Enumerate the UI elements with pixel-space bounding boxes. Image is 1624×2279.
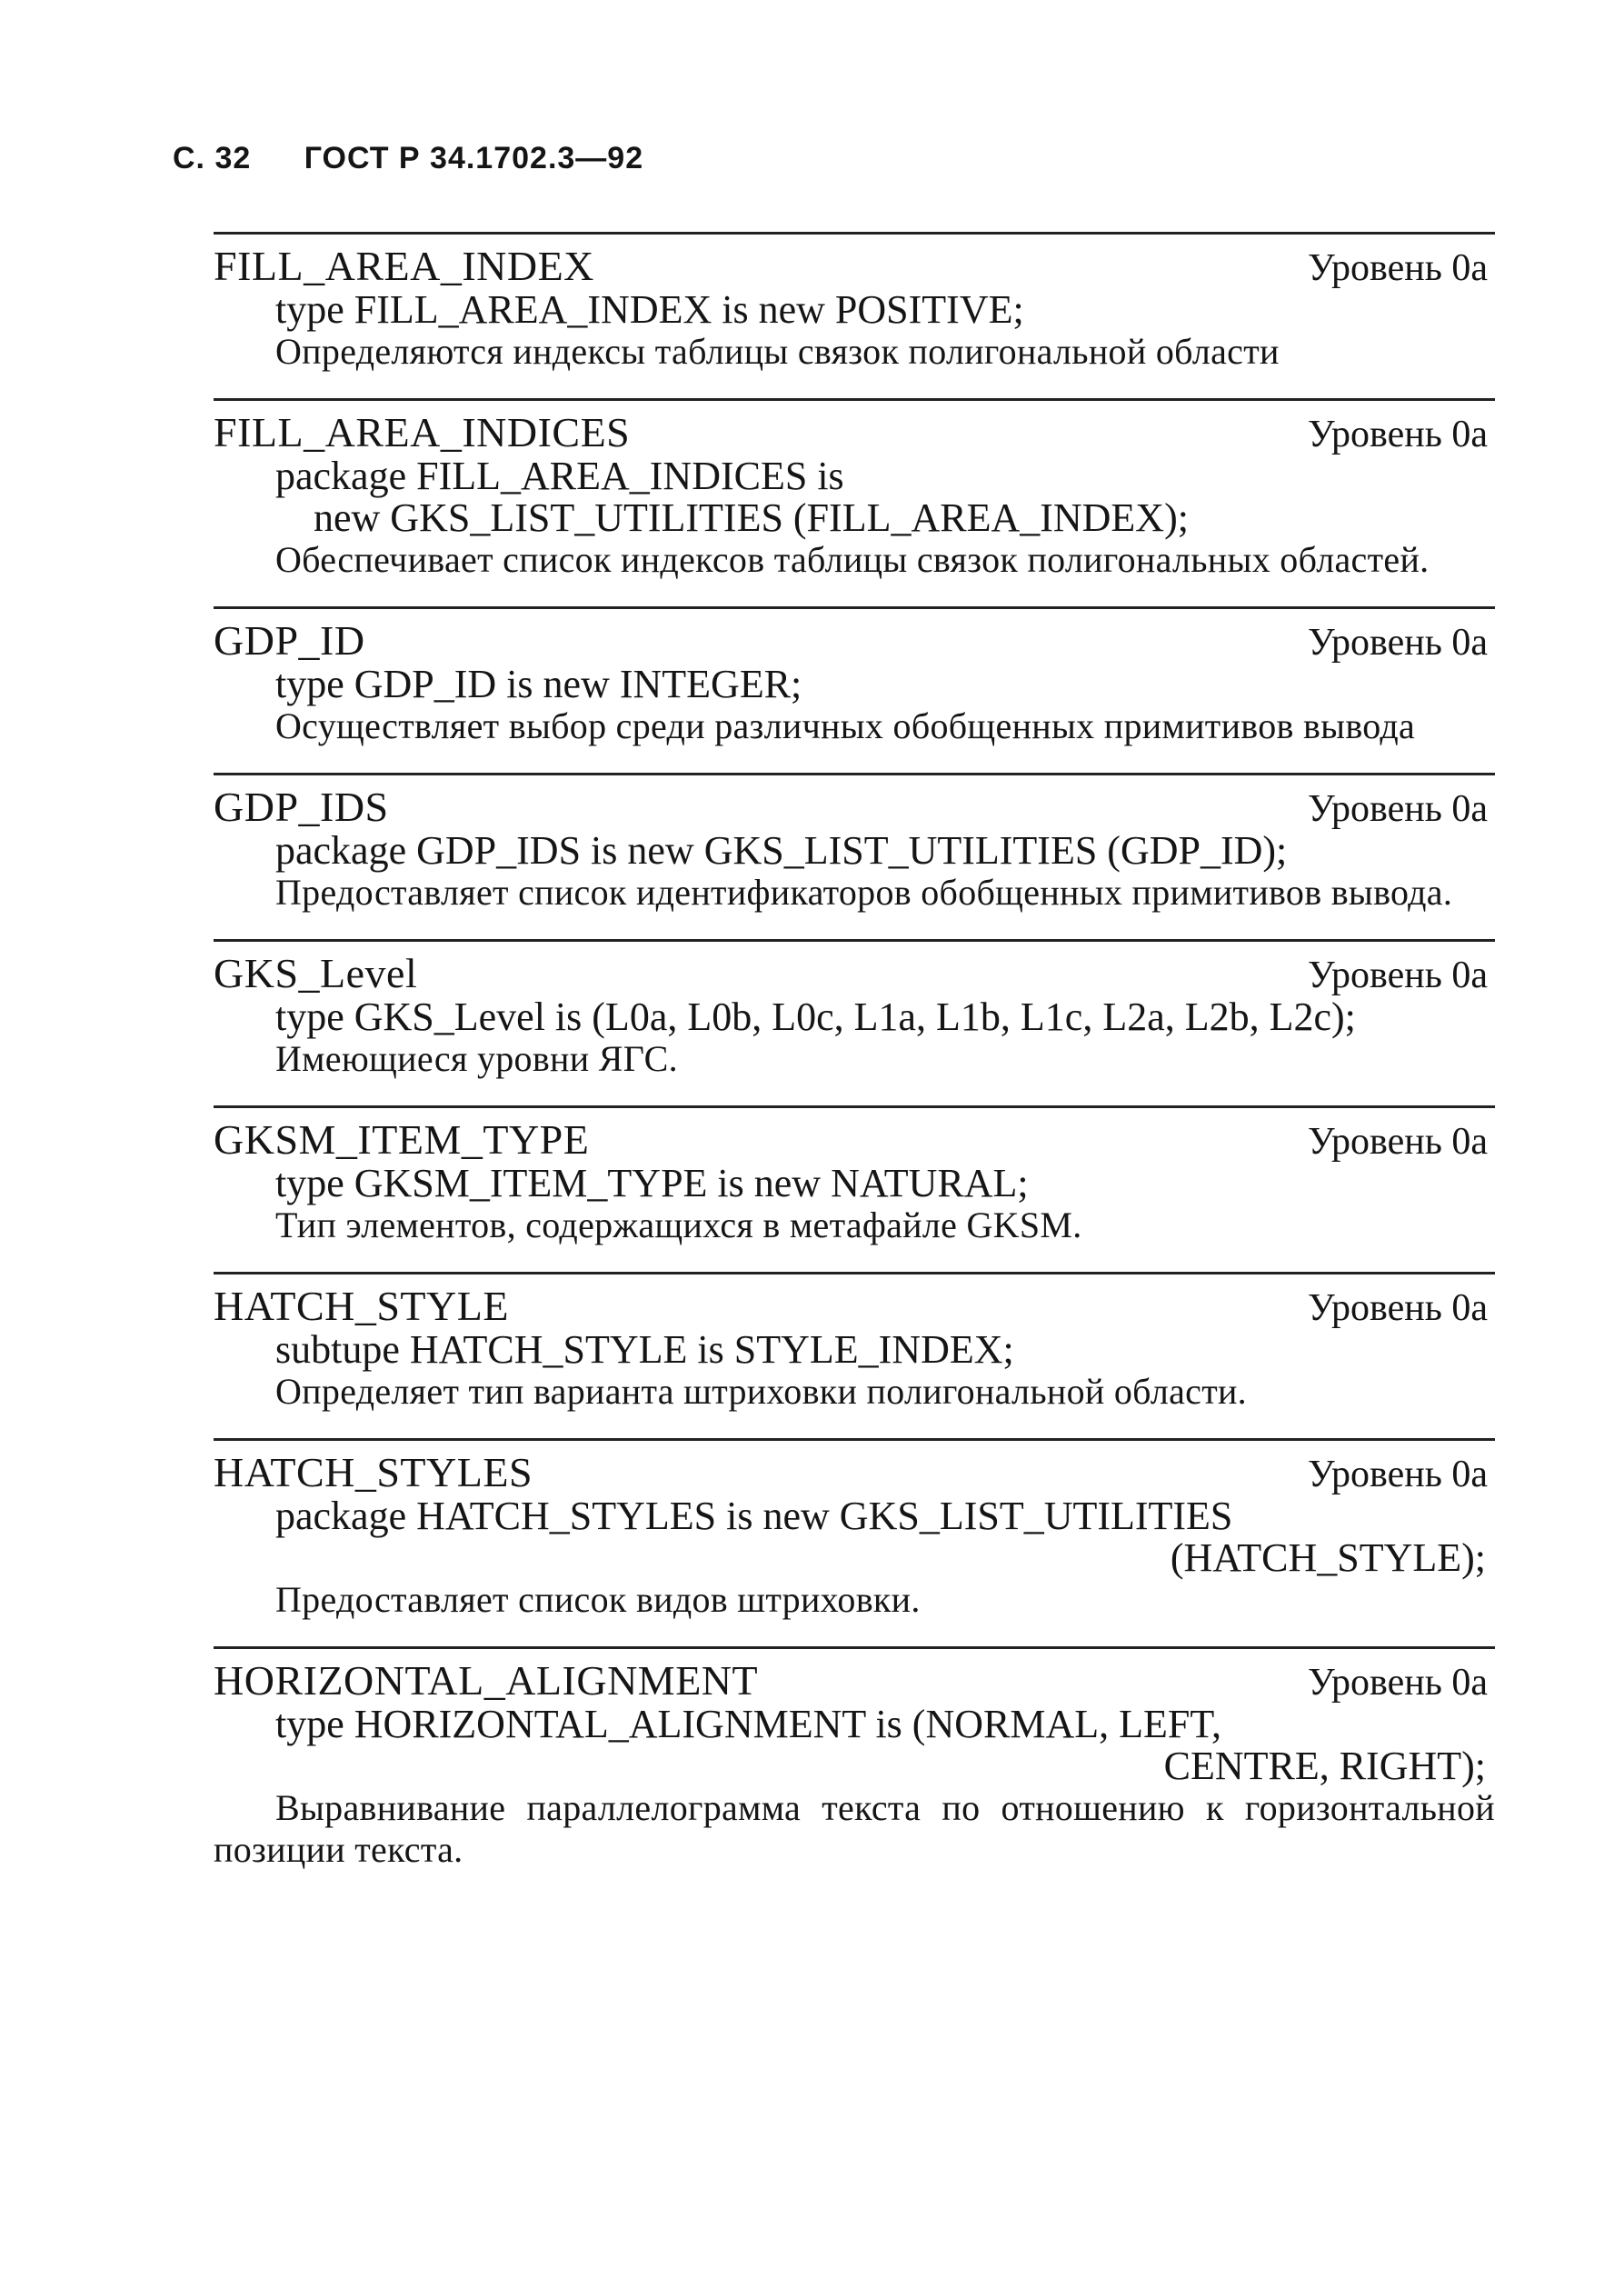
- page-number: С. 32: [173, 141, 252, 175]
- entry-name: HATCH_STYLE: [214, 1283, 509, 1329]
- entry-description: Тип элементов, содержащихся в метафайле GKSM.: [275, 1204, 1082, 1245]
- entry-description: Выравнивание параллелограмма текста по отношению к горизонтальной позиции текста.: [214, 1787, 1495, 1870]
- entry-name: HATCH_STYLES: [214, 1449, 533, 1495]
- entry-level: Уровень 0а: [1307, 1121, 1488, 1163]
- entry-level: Уровень 0а: [1307, 788, 1488, 830]
- entry-code: type FILL_AREA_INDEX is new POSITIVE;: [275, 287, 1024, 332]
- entry-code-continuation: new GKS_LIST_UTILITIES (FILL_AREA_INDEX);: [314, 495, 1189, 540]
- entry-level: Уровень 0а: [1307, 955, 1488, 996]
- entry-hatch-style: [214, 1272, 1495, 1413]
- entry-name: GKS_Level: [214, 950, 418, 996]
- entry-fill-area-index: [214, 232, 1495, 373]
- entry-level: Уровень 0а: [1307, 1662, 1488, 1704]
- entry-description: Предоставляет список идентификаторов обобщенных примитивов вывода.: [275, 872, 1453, 913]
- standard-designation: ГОСТ Р 34.1702.3—92: [304, 141, 644, 175]
- entry-code: package FILL_AREA_INDICES is: [275, 454, 844, 498]
- entry-name: HORIZONTAL_ALIGNMENT: [214, 1657, 759, 1704]
- entry-description: Обеспечивает список индексов таблицы связок полигональных областей.: [275, 539, 1430, 580]
- entry-gdp-ids: [214, 773, 1495, 914]
- entry-description: Предоставляет список видов штриховки.: [275, 1579, 921, 1620]
- entry-gdp-id: [214, 606, 1495, 747]
- entry-hatch-styles: [214, 1438, 1495, 1621]
- entry-name: FILL_AREA_INDEX: [214, 243, 594, 289]
- entry-code: package HATCH_STYLES is new GKS_LIST_UTILITIES: [275, 1494, 1233, 1538]
- entry-name: GDP_IDS: [214, 784, 389, 830]
- entry-fill-area-indices: [214, 398, 1495, 581]
- entry-gks-level: [214, 939, 1495, 1080]
- entry-gksm-item-type: [214, 1105, 1495, 1246]
- entry-description: Имеющиеся уровни ЯГС.: [275, 1038, 678, 1079]
- entries-list: [214, 232, 1495, 1896]
- page-header: [173, 141, 643, 176]
- entry-code-continuation: CENTRE, RIGHT);: [1163, 1744, 1486, 1788]
- entry-description: Определяет тип варианта штриховки полигональной области.: [275, 1371, 1247, 1412]
- entry-level: Уровень 0а: [1307, 1454, 1488, 1495]
- entry-level: Уровень 0а: [1307, 414, 1488, 455]
- entry-code: type GKSM_ITEM_TYPE is new NATURAL;: [275, 1161, 1029, 1205]
- entry-description: Определяются индексы таблицы связок полигональной области: [275, 331, 1280, 372]
- entry-level: Уровень 0а: [1307, 622, 1488, 664]
- entry-name: GKSM_ITEM_TYPE: [214, 1116, 590, 1163]
- entry-code: package GDP_IDS is new GKS_LIST_UTILITIES (GDP_ID);: [275, 828, 1288, 873]
- entry-description: Осуществляет выбор среди различных обобщенных примитивов вывода: [275, 705, 1416, 746]
- entry-name: GDP_ID: [214, 617, 365, 664]
- entry-code: type GDP_ID is new INTEGER;: [275, 662, 802, 706]
- entry-code: type HORIZONTAL_ALIGNMENT is (NORMAL, LEFT,: [275, 1702, 1221, 1746]
- entry-name: FILL_AREA_INDICES: [214, 409, 631, 455]
- entry-level: Уровень 0а: [1307, 1287, 1488, 1329]
- entry-code-continuation: (HATCH_STYLE);: [1170, 1535, 1486, 1580]
- entry-code: type GKS_Level is (L0a, L0b, L0c, L1a, L1b, L1c, L2a, L2b, L2c);: [275, 995, 1356, 1039]
- entry-level: Уровень 0а: [1307, 247, 1488, 289]
- entry-horizontal-alignment: [214, 1646, 1495, 1871]
- entry-code: subtupe HATCH_STYLE is STYLE_INDEX;: [275, 1327, 1014, 1372]
